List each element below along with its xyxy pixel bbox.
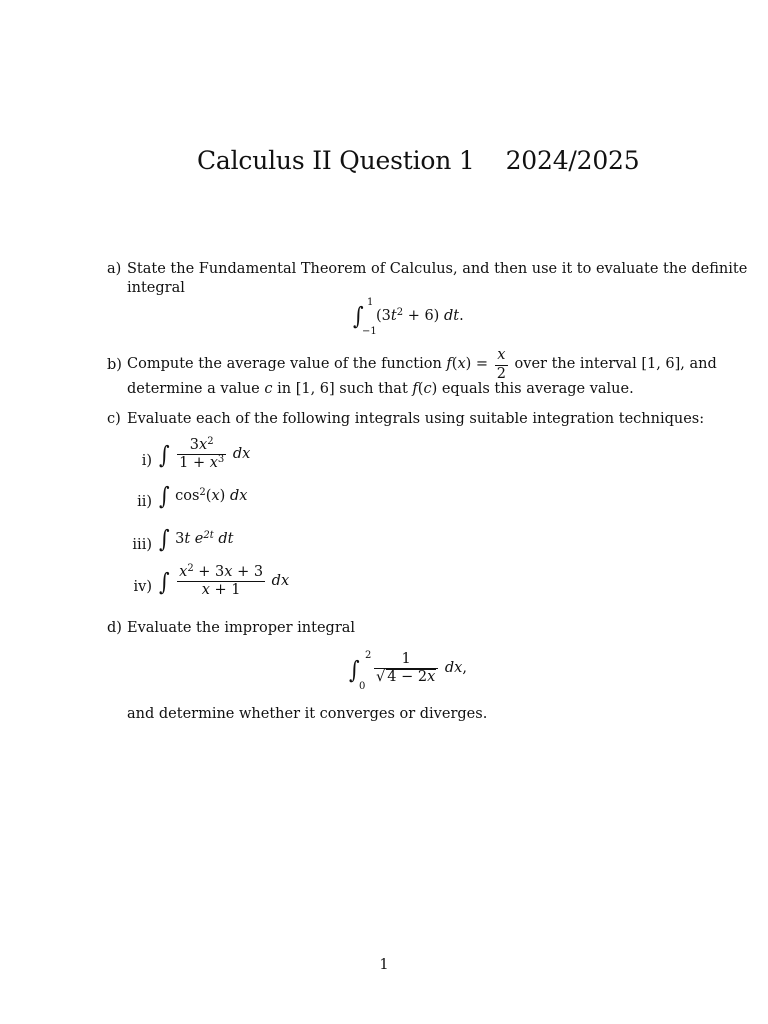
subquestion-iv-integral: ∫ $\frac{x^2 + 3x + 3}{x + 1}$ dx: [158, 563, 290, 598]
question-c-intro: Evaluate each of the following integrals using suitable integration techniques:: [127, 411, 705, 427]
lower-limit: −1: [362, 326, 377, 337]
question-d-label: d): [107, 620, 122, 636]
integral-sign: ∫: [158, 525, 170, 553]
fraction: $\frac{x^2 + 3x + 3}{x + 1}$: [179, 563, 264, 598]
subquestion-iii-label: iii): [132, 537, 152, 553]
subquestion-i-integral: ∫ $\frac{3x^2}{1 + x^3}$ dx: [158, 436, 251, 471]
integral-sign: ∫: [352, 302, 364, 330]
question-a-label: a): [107, 261, 122, 277]
question-b-line2: determine a value c in [1, 6] such that f(c) equals this average value.: [127, 381, 634, 397]
integral-sign: ∫: [158, 567, 170, 596]
question-b-label: b): [107, 357, 122, 373]
question-a-line1: State the Fundamental Theorem of Calculus, and then use it to evaluate the definite: [127, 261, 748, 277]
integral-sign: ∫: [158, 440, 170, 469]
integral-sign: ∫: [348, 656, 360, 684]
upper-limit: 2: [365, 650, 372, 661]
integral-sign: ∫: [158, 482, 170, 510]
subquestion-iv-label: iv): [133, 579, 152, 595]
question-b-line1: Compute the average value of the function f(x) = $\frac{x}{2}$ over the interval [1, 6], and: [127, 347, 717, 382]
fraction: $\frac{3x^2}{1 + x^3}$: [179, 436, 225, 471]
subquestion-ii-integral: ∫ $\cos^2(x)$ dx: [158, 482, 248, 510]
question-a-integral: [352, 298, 472, 338]
page-number: 1: [379, 957, 389, 973]
question-d-tail: and determine whether it converges or diverges.: [127, 706, 488, 722]
page-title: [197, 145, 639, 177]
question-a-line2: integral: [127, 280, 185, 296]
fraction-x-over-2: $\frac{x}{2}$: [496, 347, 506, 382]
subquestion-iii-integral: ∫ 3t $e^{2t}$ dt: [158, 525, 234, 553]
question-d-intro: Evaluate the improper integral: [127, 620, 356, 636]
question-c-label: c): [107, 411, 121, 427]
title-text: Calculus II Question 1: [197, 146, 475, 175]
subquestion-ii-label: ii): [137, 494, 152, 510]
lower-limit: 0: [359, 681, 366, 692]
question-d-integral: ∫ 2 0 $\frac{1}{√ 4 - 2x}$ dx,: [348, 650, 467, 692]
fraction: $\frac{1}{√ 4 - 2x}$: [374, 651, 438, 686]
integrand: $(3t^2 + 6)$ dt.: [376, 307, 464, 324]
title-year: 2024/2025: [505, 146, 640, 175]
subquestion-i-label: i): [141, 453, 152, 469]
radical-sign: √: [376, 669, 386, 685]
upper-limit: 1: [367, 297, 374, 308]
